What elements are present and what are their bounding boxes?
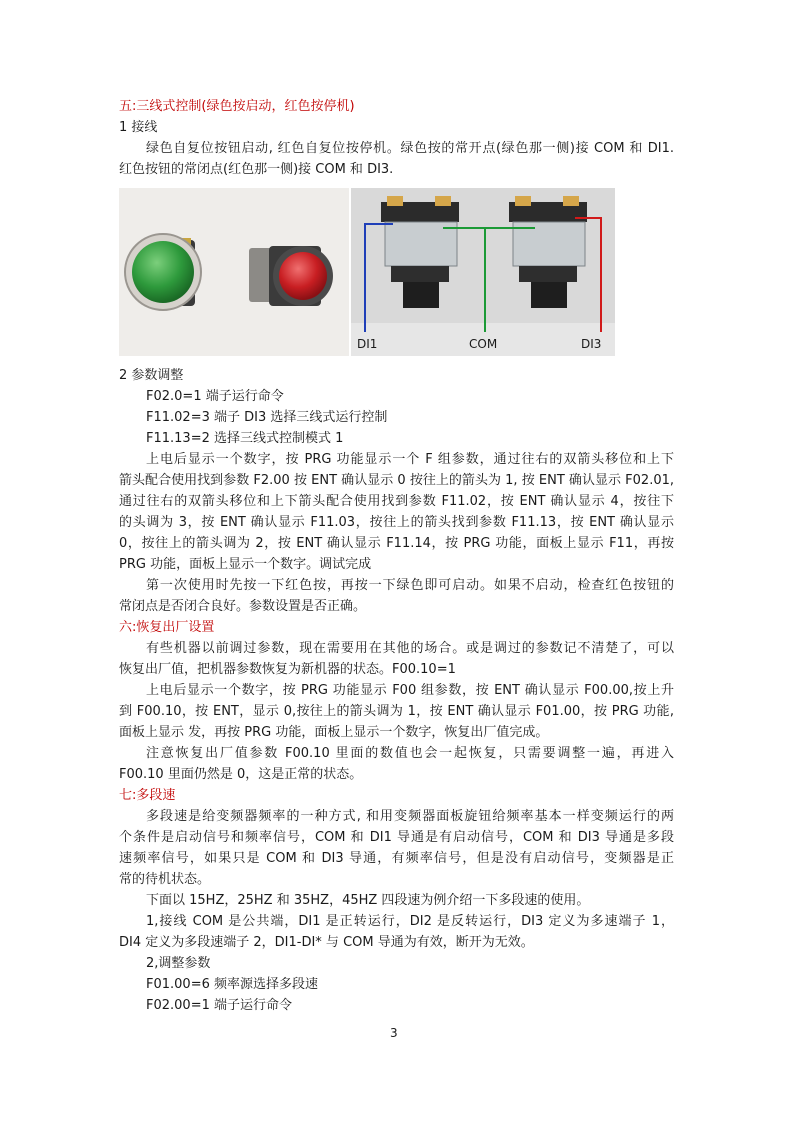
push-buttons-photo [119, 188, 349, 356]
paragraph-line: 红色按钮的常闭点(红色那一侧)接 COM 和 DI3. [119, 162, 394, 177]
wiring-subheading: 1 接线 [119, 120, 158, 135]
param-line: F11.02=3 端子 DI3 选择三线式运行控制 [146, 410, 388, 425]
param-line: F11.13=2 选择三线式控制模式 1 [146, 431, 344, 446]
paragraph-line: 恢复出厂值，把机器参数恢复为新机器的状态。F00.10=1 [119, 662, 456, 677]
paragraph-line: 第一次使用时先按一下红色按，再按一下绿色即可启动。如果不启动，检查红色按钮的 [146, 578, 674, 593]
paragraph-line: 个条件是启动信号和频率信号，COM 和 DI1 导通是有启动信号，COM 和 DI3 导通是多段 [119, 830, 674, 845]
params-subheading: 2 参数调整 [119, 368, 184, 383]
paragraph-line: 多段速是给变频器频率的一种方式, 和用变频器面板旋钮给频率基本一样变频运行的两 [146, 809, 674, 824]
paragraph-line: 到 F00.10，按 ENT，显示 0,按往上的箭头调为 1，按 ENT 确认显示 F01.00，按 PRG 功能, [119, 704, 674, 719]
section-seven-heading: 七:多段速 [119, 788, 176, 803]
paragraph-line: DI4 定义为多段速端子 2，DI1-DI* 与 COM 导通为有效，断开为无效。 [119, 935, 534, 950]
red-button-icon [279, 252, 327, 300]
di3-label: DI3 [581, 337, 602, 351]
paragraph-line: 的头调为 3，按 ENT 确认显示 F11.03，按往上的箭头找到参数 F11.13，按 ENT 确认显示 [119, 515, 674, 530]
paragraph-line: 2,调整参数 [146, 956, 211, 971]
paragraph-line: F00.10 里面仍然是 0，这是正常的状态。 [119, 767, 363, 782]
paragraph-line: 速频率信号，如果只是 COM 和 DI3 导通，有频率信号，但是没有启动信号，变频器是正 [119, 851, 674, 866]
paragraph-line: 下面以 15HZ，25HZ 和 35HZ，45HZ 四段速为例介绍一下多段速的使用。 [146, 893, 590, 908]
param-line: F02.00=1 端子运行命令 [146, 998, 292, 1013]
wiring-photo [351, 188, 615, 356]
param-line: F01.00=6 频率源选择多段速 [146, 977, 318, 992]
paragraph-line: 1,接线 COM 是公共端，DI1 是正转运行，DI2 是反转运行，DI3 定义为多速端子 1， [146, 914, 674, 929]
paragraph-line: 0，按往上的箭头调为 2，按 ENT 确认显示 F11.14，按 PRG 功能，面板上显示 F11，再按 [119, 536, 674, 551]
paragraph-line: 注意恢复出厂值参数 F00.10 里面的数值也会一起恢复，只需要调整一遍，再进入 [146, 746, 674, 761]
paragraph-line: 通过往右的双箭头移位和上下箭头配合使用找到参数 F11.02，按 ENT 确认显示 4，按往下 [119, 494, 674, 509]
paragraph-line: 常闭点是否闭合良好。参数设置是否正确。 [119, 599, 367, 614]
paragraph-line: 上电后显示一个数字，按 PRG 功能显示一个 F 组参数，通过往右的双箭头移位和上下 [146, 452, 674, 467]
paragraph-line: 面板上显示 发，再按 PRG 功能，面板上显示一个数字，恢复出厂值完成。 [119, 725, 549, 740]
com-label: COM [469, 337, 498, 351]
page-number: 3 [390, 1026, 398, 1040]
paragraph-line: 绿色自复位按钮启动, 红色自复位按停机。绿色按的常开点(绿色那一侧)接 COM 和 DI1. [146, 141, 674, 156]
param-line: F02.0=1 端子运行命令 [146, 389, 284, 404]
paragraph-line: 常的待机状态。 [119, 872, 211, 887]
paragraph-line: 有些机器以前调过参数，现在需要用在其他的场合。或是调过的参数记不清楚了，可以 [146, 641, 674, 656]
paragraph-line: PRG 功能，面板上显示一个数字。调试完成 [119, 557, 372, 572]
section-six-heading: 六:恢复出厂设置 [119, 620, 215, 635]
paragraph-line: 上电后显示一个数字，按 PRG 功能显示 F00 组参数，按 ENT 确认显示 F00.00,按上升 [146, 683, 674, 698]
section-five-heading: 五:三线式控制(绿色按启动，红色按停机) [119, 99, 355, 114]
paragraph-line: 箭头配合使用找到参数 F2.00 按 ENT 确认显示 0 按往上的箭头为 1, 按 ENT 确认显示 F02.01, [119, 473, 674, 488]
green-button-icon [132, 241, 194, 303]
di1-label: DI1 [357, 337, 378, 351]
